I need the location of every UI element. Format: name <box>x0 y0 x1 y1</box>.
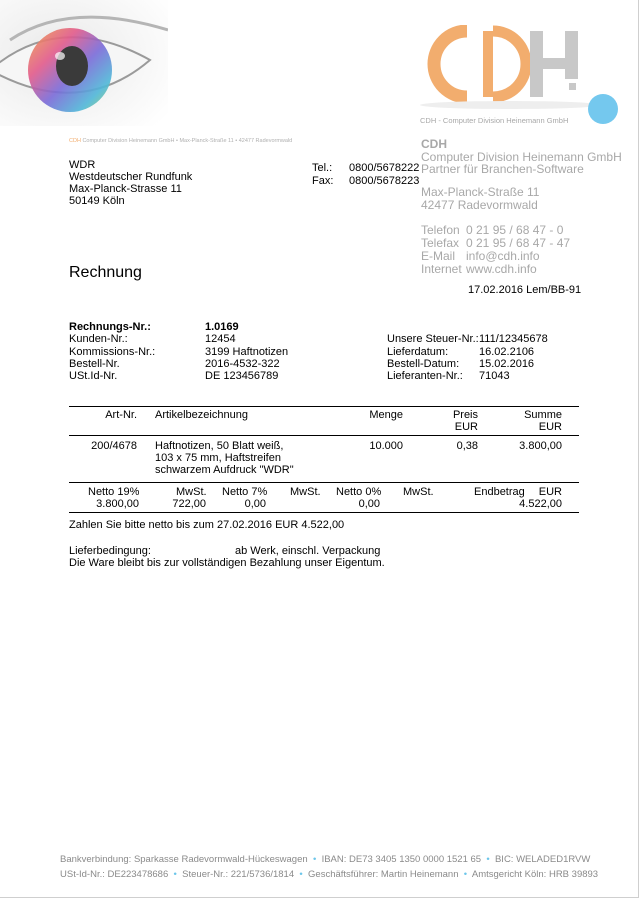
col-sum-unit: EUR <box>538 421 562 433</box>
footer-separator-icon: • <box>461 869 470 880</box>
delivery-date-value: 16.02.2106 <box>479 346 535 358</box>
sender-email-label: E-Mail <box>421 249 456 263</box>
sender-phone-label: Telefon <box>421 223 460 237</box>
sender-email-value[interactable]: info@cdh.info <box>466 249 540 263</box>
delivery-label: Lieferbedingung: <box>69 545 151 557</box>
order-date-value: 15.02.2016 <box>479 358 535 370</box>
order-number-label: Bestell-Nr. <box>69 358 120 370</box>
sender-street: Max-Planck-Straße 11 <box>421 185 540 199</box>
footer-line1 <box>60 854 590 865</box>
sender-fax-value: 0 21 95 / 68 47 - 47 <box>466 236 571 250</box>
customer-number-value: 12454 <box>205 333 236 345</box>
netto0-label: Netto 0% <box>336 486 382 498</box>
recipient-line2: Westdeutscher Rundfunk <box>69 171 193 183</box>
netto7-value: 0,00 <box>244 498 266 510</box>
recipient-line3: Max-Planck-Strasse 11 <box>69 183 182 195</box>
tax-number-label: Unsere Steuer-Nr.: <box>387 333 479 345</box>
end-amount-currency: EUR <box>538 486 562 498</box>
sender-city: 42477 Radevormwald <box>421 198 538 212</box>
footer-separator-icon: • <box>170 869 180 880</box>
invoice-number-value: 1.0169 <box>205 321 239 333</box>
mwst1-label: MwSt. <box>176 486 207 498</box>
footer-separator-icon: • <box>483 854 493 865</box>
vat-id-value: DE 123456789 <box>205 370 279 382</box>
row-sum: 3.800,00 <box>519 440 562 452</box>
footer-bic: BIC: WELADED1RVW <box>494 854 591 865</box>
netto19-value: 3.800,00 <box>96 498 139 510</box>
netto7-label: Netto 7% <box>222 486 268 498</box>
row-desc-line2: 103 x 75 mm, Haftstreifen <box>155 452 281 464</box>
netto19-label: Netto 19% <box>88 486 140 498</box>
commission-number-value: 3199 Haftnotizen <box>205 346 289 358</box>
recipient-fax-value: 0800/5678223 <box>349 175 420 187</box>
sender-web-label: Internet <box>421 262 462 276</box>
date-reference: 17.02.2016 Lem/BB-91 <box>468 284 582 296</box>
end-amount-value: 4.522,00 <box>519 498 562 510</box>
footer-line2 <box>60 869 598 880</box>
col-price: Preis <box>452 409 478 421</box>
footer-separator-icon: • <box>310 854 319 865</box>
totals-bottom-rule <box>69 512 579 513</box>
row-desc-line3: schwarzem Aufdruck "WDR" <box>155 464 294 476</box>
order-date-label: Bestell-Datum: <box>387 358 460 370</box>
totals-top-rule <box>69 482 579 483</box>
footer-separator-icon: • <box>296 869 306 880</box>
netto0-value: 0,00 <box>358 498 380 510</box>
table-header-rule <box>69 435 579 436</box>
sender-line <box>69 138 292 145</box>
vat-id-label: USt.Id-Nr. <box>69 370 118 382</box>
invoice-number-label: Rechnungs-Nr.: <box>69 321 151 333</box>
sender-line-rest: Computer Division Heinemann GmbH • Max-Planck-Straße 11 • 42477 Radevormwald <box>80 138 293 144</box>
col-desc: Artikelbezeichnung <box>155 409 248 421</box>
customer-number-label: Kunden-Nr.: <box>69 333 128 345</box>
commission-number-label: Kommissions-Nr.: <box>69 346 156 358</box>
recipient-line4: 50149 Köln <box>69 195 125 207</box>
supplier-number-value: 71043 <box>479 370 510 382</box>
delivery-date-label: Lieferdatum: <box>387 346 449 358</box>
sender-claim: Partner für Branchen-Software <box>421 162 584 176</box>
tax-number-value: 111/12345678 <box>479 333 548 345</box>
sender-web-value[interactable]: www.cdh.info <box>466 262 537 276</box>
mwst3-label: MwSt. <box>403 486 434 498</box>
sender-name: CDH <box>421 137 447 151</box>
eye-image <box>0 0 168 126</box>
col-qty: Menge <box>369 409 403 421</box>
footer-ustid: USt-Id-Nr.: DE223478686 <box>60 869 169 880</box>
col-artnr: Art-Nr. <box>105 409 137 421</box>
sender-phone-value: 0 21 95 / 68 47 - 0 <box>466 223 564 237</box>
delivery-value: ab Werk, einschl. Verpackung <box>235 545 381 557</box>
col-sum: Summe <box>524 409 562 421</box>
recipient-line1: WDR <box>69 159 96 171</box>
recipient-tel-label: Tel.: <box>312 162 333 174</box>
sender-company: Computer Division Heinemann GmbH <box>421 150 622 164</box>
logo-tagline: CDH - Computer Division Heinemann GmbH <box>420 116 569 125</box>
order-number-value: 2016-4532-322 <box>205 358 280 370</box>
sender-fax-label: Telefax <box>421 236 460 250</box>
end-amount-label: Endbetrag <box>474 486 525 498</box>
footer-bank: Bankverbindung: Sparkasse Radevormwald-Hückeswagen <box>60 854 308 865</box>
sender-line-prefix: CDH <box>69 138 81 144</box>
footer-court: Amtsgericht Köln: HRB 39893 <box>471 869 599 880</box>
row-price: 0,38 <box>456 440 478 452</box>
row-qty: 10.000 <box>369 440 403 452</box>
payment-note: Zahlen Sie bitte netto bis zum 27.02.2016 EUR 4.522,00 <box>69 519 345 531</box>
cdh-logo <box>415 25 620 125</box>
recipient-fax-label: Fax: <box>312 175 334 187</box>
row-artnr: 200/4678 <box>91 440 137 452</box>
supplier-number-label: Lieferanten-Nr.: <box>387 370 463 382</box>
col-price-unit: EUR <box>454 421 478 433</box>
footer-iban: IBAN: DE73 3405 1350 0000 1521 65 <box>321 854 482 865</box>
ownership-note: Die Ware bleibt bis zur vollständigen Bezahlung unser Eigentum. <box>69 557 385 569</box>
table-top-rule <box>69 406 579 407</box>
mwst2-label: MwSt. <box>290 486 321 498</box>
page-title: Rechnung <box>69 264 142 281</box>
footer-steuer: Steuer-Nr.: 221/5736/1814 <box>182 869 295 880</box>
footer-gf: Geschäftsführer: Martin Heinemann <box>308 869 459 880</box>
recipient-tel-value: 0800/5678222 <box>349 162 420 174</box>
mwst1-value: 722,00 <box>172 498 206 510</box>
row-desc-line1: Haftnotizen, 50 Blatt weiß, <box>155 440 284 452</box>
